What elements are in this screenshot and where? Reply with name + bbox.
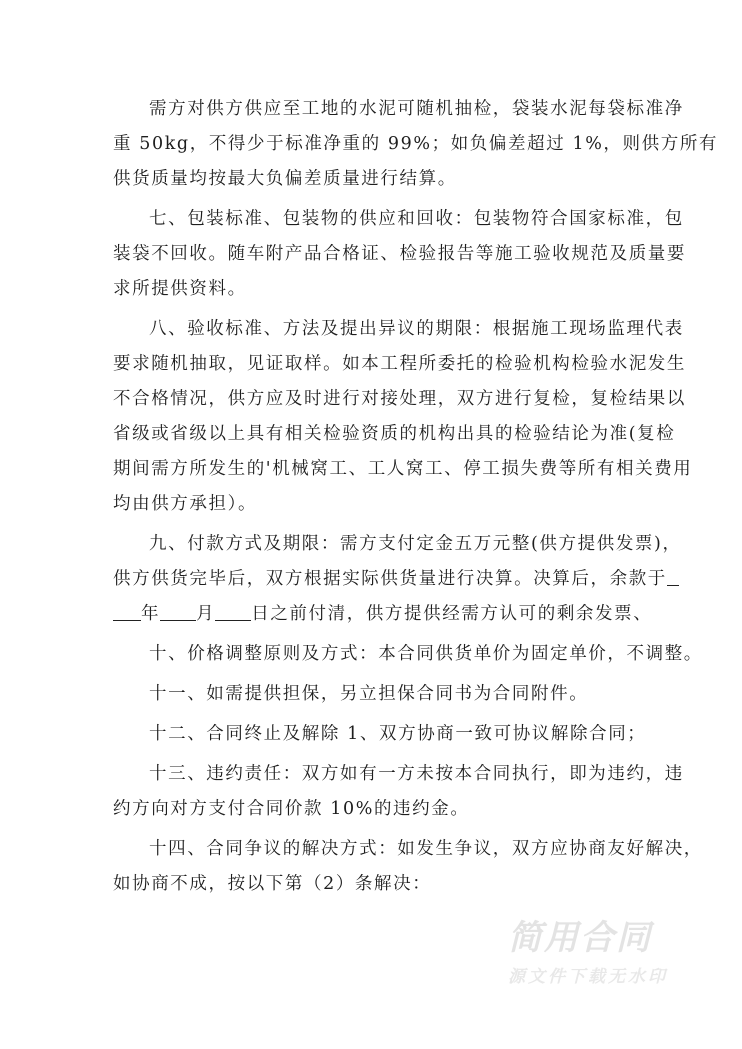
clause-10-price-adjustment bbox=[113, 637, 703, 672]
blank-field-month bbox=[160, 602, 196, 621]
document-body bbox=[113, 92, 719, 902]
text-line: 省级或省级以上具有相关检验资质的机构出具的检验结论为准(复检 bbox=[113, 424, 676, 444]
text-line: 需方对供方供应至工地的水泥可随机抽检，袋装水泥每袋标准净 bbox=[149, 99, 684, 119]
clause-12-termination bbox=[113, 717, 647, 752]
text-line: 十二、合同终止及解除 1、双方协商一致可协议解除合同； bbox=[149, 724, 647, 744]
text-line: 供货质量均按最大负偏差质量进行结算。 bbox=[113, 169, 457, 189]
watermark-title: 简用合同 bbox=[508, 918, 652, 958]
blank-field-fill bbox=[667, 567, 679, 586]
text-line: 九、付款方式及期限：需方支付定金五万元整(供方提供发票)， bbox=[149, 534, 682, 554]
watermark bbox=[508, 918, 698, 990]
text-segment: 供方供货完毕后，双方根据实际供货量进行决算。决算后，余款于 bbox=[113, 569, 667, 589]
text-line: 八、验收标准、方法及提出异议的期限：根据施工现场监理代表 bbox=[149, 319, 684, 339]
payment-date-line bbox=[113, 597, 653, 632]
text-line: 均由供方承担）。 bbox=[113, 494, 258, 514]
clause-11-guarantee bbox=[113, 677, 643, 712]
text-line: 约方向对方支付合同价款 10%的违约金。 bbox=[113, 799, 470, 819]
text-line bbox=[113, 562, 667, 597]
text-line: 十四、合同争议的解决方式：如发生争议，双方应协商友好解决， bbox=[149, 839, 703, 859]
clause-13-liability bbox=[113, 757, 684, 827]
clause-14-dispute bbox=[113, 832, 703, 902]
day-tail-text: 日之前付清，供方提供经需方认可的剩余发票、 bbox=[251, 604, 653, 624]
blank-field-day bbox=[215, 602, 251, 621]
paragraph-weight-check bbox=[113, 92, 719, 197]
text-line: 如协商不成，按以下第（2）条解决： bbox=[113, 874, 432, 894]
clause-7-packaging bbox=[113, 202, 686, 307]
watermark-subtitle: 源文件下载无水印 bbox=[508, 967, 668, 987]
text-line: 十三、违约责任：双方如有一方未按本合同执行，即为违约，违 bbox=[149, 764, 684, 784]
year-label: 年 bbox=[141, 604, 161, 624]
blank-field-year bbox=[113, 602, 141, 621]
text-line: 期间需方所发生的'机械窝工、工人窝工、停工损失费等所有相关费用 bbox=[113, 459, 693, 479]
text-line: 求所提供资料。 bbox=[113, 279, 247, 299]
text-line: 要求随机抽取，见证取样。如本工程所委托的检验机构检验水泥发生 bbox=[113, 354, 686, 374]
text-line: 重 50kg，不得少于标准净重的 99%；如负偏差超过 1%，则供方所有 bbox=[113, 134, 719, 154]
text-line: 十一、如需提供担保，另立担保合同书为合同附件。 bbox=[149, 684, 589, 704]
clause-9-payment bbox=[113, 527, 682, 632]
text-line: 十、价格调整原则及方式：本合同供货单价为固定单价，不调整。 bbox=[149, 644, 703, 664]
text-line: 装袋不回收。随车附产品合格证、检验报告等施工验收规范及质量要 bbox=[113, 244, 686, 264]
text-line: 七、包装标准、包装物的供应和回收：包装物符合国家标准，包 bbox=[149, 209, 684, 229]
month-label: 月 bbox=[196, 604, 216, 624]
text-line: 不合格情况，供方应及时进行对接处理，双方进行复检，复检结果以 bbox=[113, 389, 686, 409]
clause-8-acceptance bbox=[113, 312, 693, 522]
